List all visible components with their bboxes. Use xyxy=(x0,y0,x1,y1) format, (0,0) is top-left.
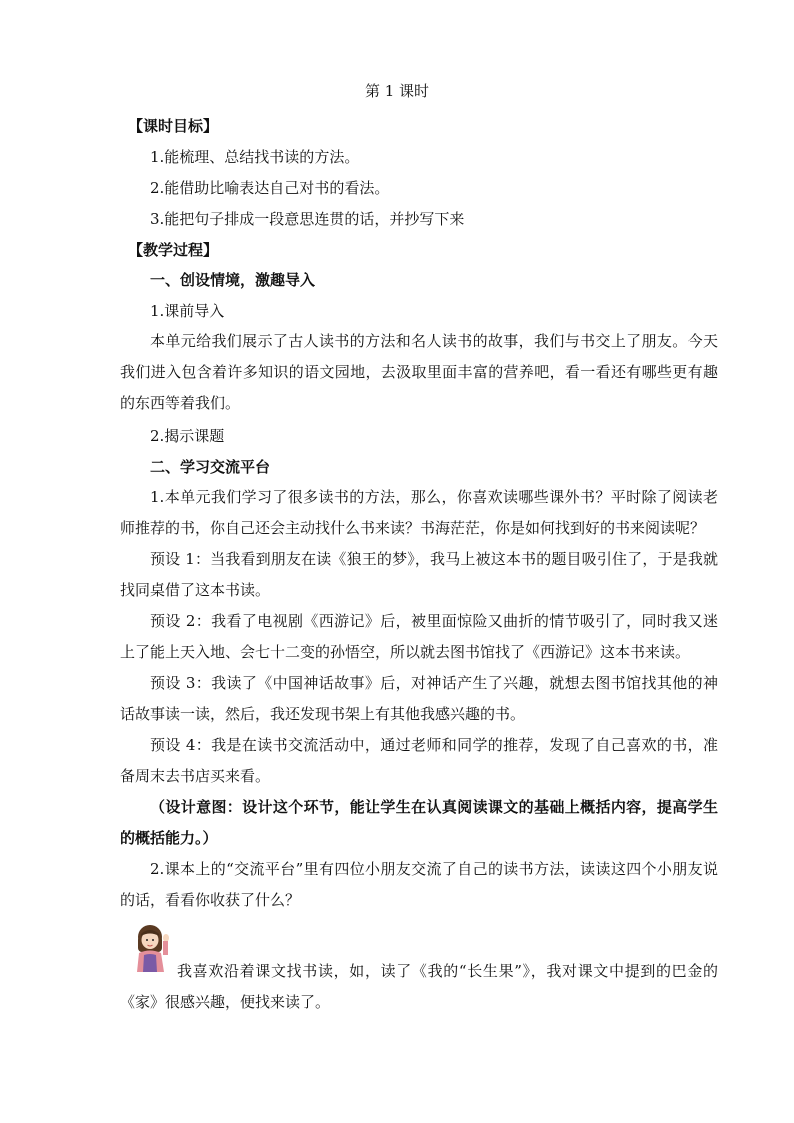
sub-item: 2.揭示课题 xyxy=(150,427,225,445)
girl-quote: 我喜欢沿着课文找书读，如，读了《我的“长生果”》，我对课文中提到的巴金的《家》很感兴趣，便找来读了。 xyxy=(120,962,718,1011)
design-intent: （设计意图：设计这个环节，能让学生在认真阅读课文的基础上概括内容，提高学生的概括能力。） xyxy=(120,798,718,847)
page-title: 第 1 课时 xyxy=(364,82,430,100)
goal-item: 2.能借助比喻表达自己对书的看法。 xyxy=(150,179,390,197)
process-heading: 【教学过程】 xyxy=(128,241,219,259)
goals-heading: 【课时目标】 xyxy=(128,117,219,135)
question-paragraph: 2.课本上的“交流平台”里有四位小朋友交流了自己的读书方法，读读这四个小朋友说的话，看看你收获了什么？ xyxy=(120,860,718,909)
intro-paragraph: 本单元给我们展示了古人读书的方法和名人读书的故事，我们与书交上了朋友。今天我们进入包含着许多知识的语文园地，去汲取里面丰富的营养吧，看一看还有哪些更有趣的东西等着我们。 xyxy=(120,332,718,412)
preset-paragraph: 预设 1：当我看到朋友在读《狼王的梦》，我马上被这本书的题目吸引住了，于是我就找同桌借了这本书读。 xyxy=(120,550,718,599)
section-heading: 二、学习交流平台 xyxy=(150,458,271,476)
sub-item: 1.课前导入 xyxy=(150,302,225,320)
question-paragraph: 1.本单元我们学习了很多读书的方法，那么，你喜欢读哪些课外书？平时除了阅读老师推荐的书，你自己还会主动找什么书来读？书海茫茫，你是如何找到好的书来阅读呢？ xyxy=(120,488,718,537)
goal-item: 3.能把句子排成一段意思连贯的话，并抄写下来 xyxy=(150,210,465,228)
preset-paragraph: 预设 4：我是在读书交流活动中，通过老师和同学的推荐，发现了自己喜欢的书，准备周末去书店买来看。 xyxy=(120,736,718,785)
goal-item: 1.能梳理、总结找书读的方法。 xyxy=(150,148,360,166)
section-heading: 一、创设情境，激趣导入 xyxy=(150,271,316,289)
preset-paragraph: 预设 2：我看了电视剧《西游记》后，被里面惊险又曲折的情节吸引了，同时我又迷上了能上天入地、会七十二变的孙悟空，所以就去图书馆找了《西游记》这本书来读。 xyxy=(120,612,718,661)
preset-paragraph: 预设 3：我读了《中国神话故事》后，对神话产生了兴趣，就想去图书馆找其他的神话故事读一读，然后，我还发现书架上有其他我感兴趣的书。 xyxy=(120,674,718,723)
